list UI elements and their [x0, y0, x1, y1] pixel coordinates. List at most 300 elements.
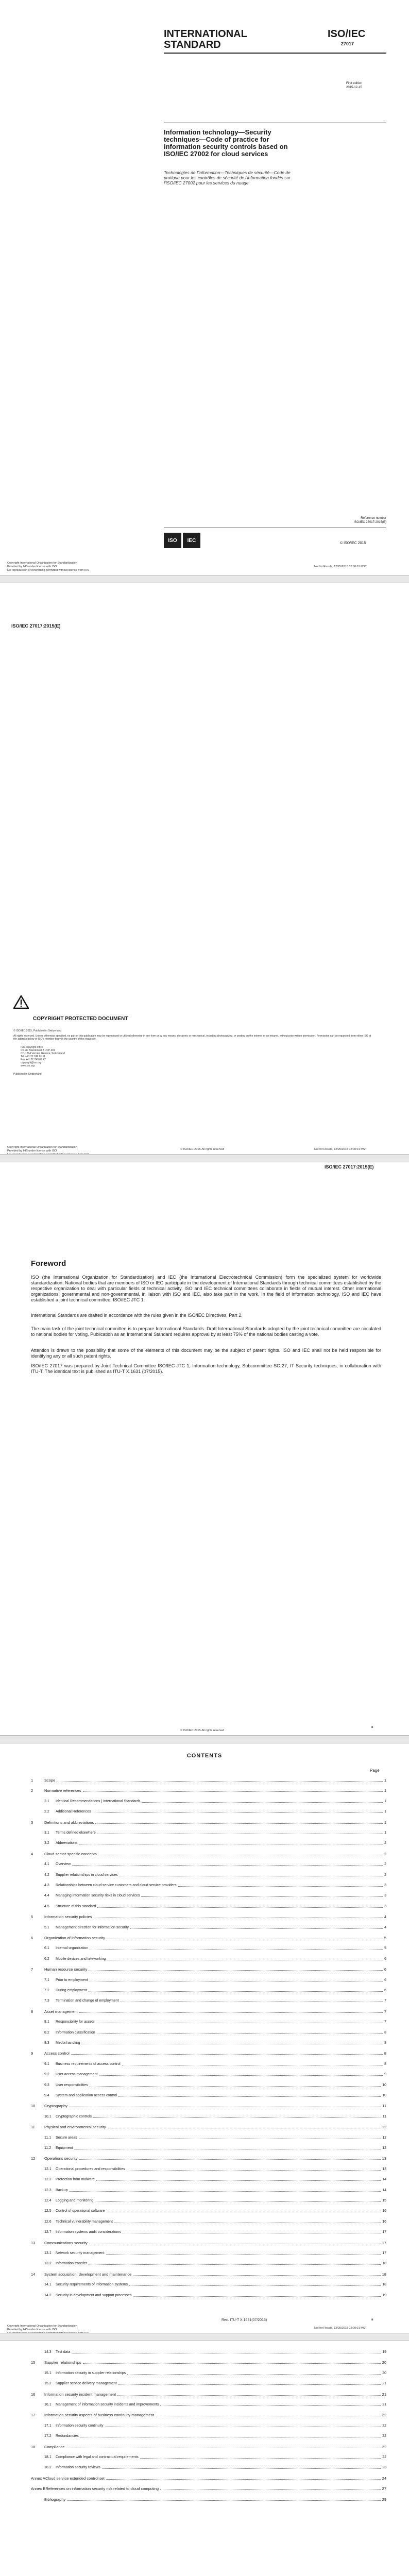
toc-entry-text: Organization of information security	[44, 1936, 105, 1940]
toc-entry-label	[31, 2392, 116, 2397]
toc-entry[interactable]	[31, 1975, 386, 1982]
toc-entry-page: 1	[384, 1778, 386, 1783]
iso-number: 27017	[341, 41, 354, 46]
toc-entry-label	[31, 2261, 87, 2266]
toc-entry-number: 11.1	[44, 2136, 52, 2140]
foreword-paragraph: International Standards are drafted in accordance with the rules given in the ISO/IEC Directives, Part 2.	[31, 1313, 243, 1318]
toc-entry-number: 12.6	[44, 2219, 52, 2224]
toc-entry-label	[31, 2062, 121, 2066]
toc-entry-label	[31, 2114, 92, 2119]
toc-entry-number: 9.3	[44, 2083, 49, 2087]
toc-entry-text: Internal organization	[56, 1946, 89, 1951]
toc-entry-number: 8.1	[44, 2020, 49, 2024]
toc-entry[interactable]	[31, 1902, 386, 1909]
toc-entry-number: 17.2	[44, 2434, 52, 2438]
toc-entry-label	[31, 1852, 97, 1856]
toc-entry[interactable]	[31, 2038, 386, 2045]
foreword-title: Foreword	[31, 1259, 66, 1268]
toc-entry-text: Logging and monitoring	[56, 2199, 94, 2202]
toc-entry[interactable]	[31, 2495, 386, 2502]
toc-entry-page: 7	[384, 1999, 386, 2003]
toc-entry-page: 4	[384, 1925, 386, 1929]
toc-entry-text: Definitions and abbreviations	[44, 1820, 94, 1825]
toc-entry[interactable]	[31, 2070, 386, 2077]
toc-entry-text: Responsibility for assets	[56, 2020, 95, 2024]
toc-entry[interactable]	[31, 2347, 386, 2354]
toc-entry-label	[31, 1978, 88, 1982]
toc-entry-text: Additional References	[56, 1810, 91, 1814]
toc-entry-page: 15	[382, 2199, 386, 2202]
toc-entry-text: Asset management	[44, 2009, 78, 2014]
toc-entry-text: During employment	[56, 1989, 87, 1992]
toc-entry-number: 17	[31, 2413, 36, 2418]
toc-entry[interactable]	[31, 2059, 386, 2066]
cover-footer	[7, 562, 89, 572]
toc-entry-number: 5.1	[44, 1925, 49, 1929]
toc-entry-label	[31, 2230, 121, 2234]
toc-entry-text: Supplier service delivery management	[56, 2382, 117, 2386]
page4-footer-right: Not for Resale, 12/25/2015 02:00:01 MST	[314, 2327, 367, 2330]
page-number: iii	[371, 1726, 373, 1729]
title-fr-line: pratique pour les contrôles de sécurité de l'information fondés sur	[164, 175, 291, 180]
toc-entry-page: 20	[382, 2371, 386, 2375]
toc-entry[interactable]	[31, 2154, 386, 2161]
toc-entry-number: 8.3	[44, 2041, 49, 2045]
toc-entry-label	[31, 2051, 70, 2056]
toc-entry[interactable]	[31, 1923, 386, 1930]
toc-entry-text: Abbreviations	[56, 1841, 78, 1845]
toc-entry-label	[31, 2083, 88, 2088]
toc-leader	[89, 2264, 381, 2265]
toc-entry[interactable]	[31, 2175, 386, 2182]
toc-entry[interactable]	[31, 2421, 386, 2428]
toc-entry-page: 14	[382, 2178, 386, 2182]
toc-entry-number: 1	[31, 1778, 33, 1783]
toc-entry-number: 7.2	[44, 1989, 49, 1992]
foreword-paragraph: The main task of the joint technical committee is to prepare International Standards. Draft International Standards adopted by the joint technical committee are circulated to national bodies for voting. Publication as an International Standard requires approval by at least 75% of the national bodies casting a vote.	[31, 1326, 381, 1337]
toc-leader	[127, 2170, 381, 2171]
toc-entry[interactable]	[31, 2473, 386, 2481]
toc-entry[interactable]	[31, 2452, 386, 2460]
toc-entry-label	[31, 2188, 67, 2193]
toc-entry-label	[31, 1883, 177, 1888]
toc-entry-number: 18.2	[44, 2466, 52, 2470]
toc-entry[interactable]	[31, 2358, 386, 2365]
toc-entry-label	[31, 1998, 119, 2003]
toc-entry-page: 1	[384, 1799, 386, 1803]
toc-entry-number: 2.1	[44, 1799, 49, 1803]
toc-entry[interactable]	[31, 2410, 386, 2417]
toc-leader	[69, 2191, 381, 2192]
toc-entry-label	[31, 2146, 73, 2150]
toc-entry-label	[31, 2072, 97, 2077]
toc-entry-page: 7	[384, 2009, 386, 2014]
toc-entry-page: 12	[382, 2136, 386, 2140]
toc-entry-page: 18	[382, 2283, 386, 2287]
page-header: ISO/IEC 27017:2015(E)	[11, 623, 61, 629]
toc-entry[interactable]	[31, 1838, 386, 1845]
toc-leader	[90, 1949, 383, 1950]
toc-entry[interactable]	[31, 1943, 386, 1951]
page-divider	[0, 575, 409, 583]
toc-entry-text: Management direction for information security	[56, 1925, 129, 1929]
toc-entry-text: Technical vulnerability management	[56, 2219, 113, 2224]
toc-entry-text: Communications security	[44, 2240, 88, 2245]
toc-entry-text: Information classification	[56, 2030, 95, 2035]
toc-entry-label	[31, 2371, 126, 2376]
toc-entry[interactable]	[31, 2227, 386, 2234]
copyright-title: COPYRIGHT PROTECTED DOCUMENT	[33, 1016, 128, 1022]
toc-entry-number: 16.1	[44, 2403, 52, 2406]
toc-entry-number: 15.2	[44, 2382, 52, 2386]
toc-entry[interactable]	[31, 2206, 386, 2213]
title-fr-line: Technologies de l'information—Techniques de sécurité—Code de	[164, 170, 291, 175]
toc-entry-number: 5	[31, 1914, 33, 1920]
foreword-paragraph: ISO (the International Organization for Standardization) and IEC (the International Electrotechnical Commission) form the specialized system for worldwide standardization. National bodies that are members of ISO or IEC participate in the development of International Standards through technical committees established by the respective organization to deal with particular fields of technical activity. ISO and IEC technical committees collaborate in fields of mutual interest. Other international organizations, governmental and non-governmental, in liaison with ISO and IEC, also take part in the work. In the field of information technology, ISO and IEC have established a joint technical committee, ISO/IEC JTC 1.	[31, 1275, 381, 1302]
toc-entry-label	[31, 1841, 77, 1845]
toc-entry[interactable]	[31, 2028, 386, 2035]
toc-entry[interactable]	[31, 2164, 386, 2172]
toc-entry-text: Information security incident management	[44, 2392, 116, 2397]
toc-entry[interactable]	[31, 2091, 386, 2098]
toc-entry[interactable]	[31, 1870, 386, 1877]
toc-entry-page: 13	[382, 2167, 386, 2171]
copyright-address	[21, 1046, 65, 1067]
toc-entry-number: 15.1	[44, 2371, 52, 2375]
toc-leader	[83, 1791, 383, 1792]
toc-entry-number: 11.2	[44, 2146, 52, 2150]
toc-entry-label	[31, 2465, 100, 2470]
toc-entry-number: 7	[31, 1967, 33, 1972]
toc-entry-page: 10	[382, 2094, 386, 2097]
toc-entry[interactable]	[31, 1954, 386, 1961]
toc-entry[interactable]	[31, 1849, 386, 1856]
toc-entry-number: 11	[31, 2125, 35, 2130]
toc-entry-label	[31, 2497, 65, 2502]
address-line: CH-1214 Vernier, Geneva, Switzerland	[21, 1052, 65, 1055]
toc-entry-page: 3	[384, 1904, 386, 1908]
toc-leader	[93, 2117, 381, 2118]
toc-entry[interactable]	[31, 2484, 386, 2491]
toc-leader	[90, 2086, 381, 2087]
toc-entry[interactable]	[31, 1880, 386, 1888]
toc-leader	[67, 2500, 380, 2501]
toc-entry[interactable]	[31, 2269, 386, 2277]
foreword-paragraph: ISO/IEC 27017 was prepared by Joint Technical Committee ISO/IEC JTC 1, Information technology, Subcommittee SC 27, IT Security techniques, in collaboration with ITU-T. The identical text is published as ITU-T X.1631 (07/2015).	[31, 1363, 381, 1374]
toc-entry-number: 6.1	[44, 1946, 49, 1951]
toc-entry[interactable]	[31, 2007, 386, 2014]
toc-entry-label	[31, 1925, 129, 1930]
toc-entry-number: 6.2	[44, 1957, 49, 1961]
toc-leader	[89, 1970, 382, 1971]
toc-entry-page: 8	[384, 2051, 386, 2056]
toc-entry-number: 17.1	[44, 2424, 52, 2428]
title-en-line: ISO/IEC 27002 for cloud services	[164, 150, 268, 158]
toc-entry[interactable]	[31, 2143, 386, 2150]
toc-leader	[96, 2180, 381, 2181]
toc-entry[interactable]	[31, 2101, 386, 2108]
footer-line: Provided by IHS under license with ISO	[7, 565, 57, 568]
toc-entry-text: Cloud service extended control set	[45, 2476, 105, 2481]
toc-entry-page: 3	[384, 1884, 386, 1887]
toc-entry-label	[31, 2381, 117, 2386]
toc-entry[interactable]	[31, 2248, 386, 2256]
toc-entry-label	[31, 2434, 79, 2438]
toc-entry-text: Prior to employment	[56, 1978, 88, 1982]
toc-entry-number: 18	[31, 2444, 36, 2449]
toc-entry-page: 11	[382, 2114, 386, 2119]
toc-entry-text: Information systems audit considerations	[56, 2230, 121, 2234]
toc-entry-page: 22	[382, 2434, 386, 2438]
toc-entry[interactable]	[31, 1775, 386, 1783]
toc-entry-page: 4	[384, 1914, 386, 1920]
toc-leader	[130, 1928, 383, 1929]
published-in: Published in Switzerland	[13, 1073, 42, 1076]
toc-entry-text: User responsibilities	[56, 2083, 88, 2087]
toc-entry[interactable]	[31, 1933, 386, 1940]
toc-entry[interactable]	[31, 1797, 386, 1804]
toc-entry-page: 6	[384, 1967, 386, 1972]
toc-entry-page: 10	[382, 2083, 386, 2087]
toc-entry-page: 27	[382, 2486, 386, 2492]
toc-entry-number: 10	[31, 2104, 36, 2109]
toc-entry-number: 12.7	[44, 2230, 52, 2234]
toc-leader	[79, 2012, 383, 2013]
contents-title: CONTENTS	[186, 1753, 223, 1759]
toc-entry[interactable]	[31, 1828, 386, 1835]
toc-entry-label	[31, 2041, 80, 2045]
toc-entry-number: 13.2	[44, 2262, 52, 2266]
toc-entry-label	[31, 2486, 159, 2491]
toc-entry[interactable]	[31, 1986, 386, 1993]
toc-entry-number: 15	[31, 2360, 36, 2365]
toc-entry-number: 8	[31, 2009, 33, 2014]
edition-date: 2015-12-15	[346, 86, 362, 89]
toc-leader	[129, 2285, 381, 2286]
toc-entry-label	[31, 1809, 91, 1814]
toc-entry-page: 23	[382, 2466, 386, 2470]
toc-entry-text: Human resource security	[44, 1967, 88, 1972]
toc-entry[interactable]	[31, 2238, 386, 2245]
address-line: ISO copyright office	[21, 1046, 43, 1049]
toc-entry-label	[31, 1873, 118, 1877]
toc-entry-text: Information security aspects of business continuity management	[44, 2413, 155, 2418]
footer-line: No reproduction or networking permitted without license from IHS	[7, 569, 89, 572]
toc-entry-number: 3	[31, 1820, 33, 1825]
toc-entry-text: System and application access control	[56, 2094, 117, 2097]
toc-entry-number: 4.4	[44, 1894, 49, 1898]
toc-entry-number: 12.3	[44, 2188, 52, 2192]
toc-entry-text: Business requirements of access control	[56, 2062, 121, 2066]
toc-entry[interactable]	[31, 1964, 386, 1972]
toc-leader	[160, 2405, 381, 2406]
toc-entry-text: Backup	[56, 2188, 68, 2192]
toc-entry-label	[31, 2125, 106, 2129]
toc-entry-number: 9	[31, 2051, 33, 2056]
toc-entry-number: 13.1	[44, 2251, 52, 2255]
toc-entry-page: 20	[382, 2360, 386, 2365]
toc-entry-number: 4.5	[44, 1904, 49, 1908]
toc-entry[interactable]	[31, 1859, 386, 1867]
toc-entry-page: 17	[382, 2230, 386, 2234]
toc-entry-page: 21	[382, 2382, 386, 2386]
toc-entry[interactable]	[31, 2112, 386, 2119]
toc-entry-page: 7	[384, 2020, 386, 2024]
toc-entry-text: System acquisition, development and maintenance	[44, 2272, 132, 2277]
toc-entry-number: 13	[31, 2240, 36, 2245]
toc-entry-number: 9.1	[44, 2062, 49, 2066]
toc-entry-label	[31, 2455, 139, 2460]
toc-entry-label	[31, 1936, 105, 1940]
toc-entry[interactable]	[31, 1786, 386, 1793]
address-line: Fax +41 22 749 09 47	[21, 1058, 46, 1061]
toc-entry[interactable]	[31, 1818, 386, 1825]
toc-entry-text: Test data	[56, 2350, 71, 2354]
toc-entry-text: References on information security risk related to cloud computing	[45, 2486, 159, 2492]
toc-entry[interactable]	[31, 2259, 386, 2266]
toc-entry-text: Identical Recommendations | International Standards	[56, 1799, 141, 1803]
toc-leader	[102, 2468, 381, 2469]
page-number: iii	[371, 2318, 373, 2321]
toc-entry-label	[31, 2104, 67, 2108]
toc-entry-label	[31, 2093, 117, 2098]
toc-entry-page: 8	[384, 2062, 386, 2066]
toc-entry-page: 2	[384, 1862, 386, 1867]
reference-number-block	[309, 516, 386, 524]
toc-entry-text: Operations security	[44, 2156, 78, 2161]
title-french	[164, 170, 380, 185]
toc-leader	[71, 2054, 383, 2055]
toc-entry-label	[31, 2241, 88, 2245]
iec-logo-text: IEC	[187, 537, 196, 544]
toc-entry-number: 6	[31, 1936, 33, 1940]
toc-entry-text: Information security continuity	[56, 2424, 104, 2428]
toc-entry[interactable]	[31, 2280, 386, 2287]
toc-entry[interactable]	[31, 2017, 386, 2024]
toc-entry-text: Operational procedures and responsibilities	[56, 2167, 125, 2171]
copyright-year: © ISO/IEC 2015, Published in Switzerland	[13, 1029, 62, 1032]
toc-entry-number: 4.3	[44, 1884, 49, 1887]
toc-entry[interactable]	[31, 2400, 386, 2407]
toc-leader	[95, 2201, 381, 2202]
toc-entry[interactable]	[31, 2196, 386, 2203]
toc-entry-page: 29	[382, 2497, 386, 2502]
toc-entry-text: Scope	[44, 1778, 56, 1783]
toc-leader	[99, 2075, 383, 2076]
footer-line: Copyright International Organization for Standardization	[7, 562, 77, 565]
toc-entry[interactable]	[31, 2048, 386, 2056]
toc-entry-label	[31, 1957, 106, 1961]
toc-entry-text: Compliance	[44, 2444, 65, 2449]
toc-entry[interactable]	[31, 2185, 386, 2193]
toc-entry[interactable]	[31, 1807, 386, 1814]
toc-entry-text: Overview	[56, 1862, 71, 1867]
iso-logo	[164, 533, 181, 548]
toc-entry-label	[31, 2476, 105, 2481]
toc-entry-number: 9.2	[44, 2073, 49, 2077]
toc-entry-text: Termination and change of employment	[56, 1999, 119, 2003]
footer-line: Provided by IHS under license with ISO	[7, 1149, 57, 1153]
toc-entry[interactable]	[31, 2122, 386, 2129]
toc-entry-text: Supplier relationships in cloud services	[56, 1873, 118, 1877]
toc-entry-number: 7.1	[44, 1978, 49, 1982]
toc-entry-label	[31, 2020, 94, 2024]
toc-entry-number: 14.1	[44, 2283, 52, 2287]
toc-entry-page: 1	[384, 1788, 386, 1793]
toc-entry-label	[31, 2167, 125, 2172]
toc-entry-page: 17	[382, 2240, 386, 2245]
toc-entry[interactable]	[31, 2080, 386, 2088]
toc-entry[interactable]	[31, 2379, 386, 2386]
toc-entry-text: Cryptographic controls	[56, 2114, 92, 2119]
toc-entry-label	[31, 2136, 77, 2140]
toc-leader	[97, 1907, 383, 1908]
warning-triangle-icon	[13, 995, 29, 1009]
toc-entry[interactable]	[31, 2389, 386, 2397]
toc-entry-number: 14.2	[44, 2293, 52, 2297]
toc-entry-label	[31, 1946, 88, 1951]
toc-entry[interactable]	[31, 1912, 386, 1919]
toc-entry-text: Terms defined elsewhere	[56, 1831, 96, 1835]
page4-footer-mid: Rec. ITU-T X.1631(07/2015)	[221, 2318, 267, 2322]
toc-entry-text: Managing information security risks in cloud services	[56, 1894, 140, 1898]
toc-entry-label	[31, 2272, 131, 2277]
toc-entry-page: 21	[382, 2392, 386, 2397]
foreword-paragraph: Attention is drawn to the possibility that some of the elements of this document may be the subject of patent rights. ISO and IEC shall not be held responsible for identifying any or all such patent rights.	[31, 1348, 381, 1359]
toc-entry-label	[31, 2198, 93, 2203]
toc-entry[interactable]	[31, 2368, 386, 2376]
toc-entry-page: 12	[382, 2125, 386, 2130]
toc-leader	[97, 2033, 383, 2034]
toc-entry[interactable]	[31, 2463, 386, 2470]
page2-footer-mid: © ISO/IEC 2015-All rights reserved	[180, 1148, 225, 1151]
toc-entry-text: Relationships between cloud service customers and cloud service providers	[56, 1884, 177, 1887]
address-line: Tel. +41 22 749 01 11	[21, 1055, 45, 1058]
toc-entry[interactable]	[31, 2442, 386, 2449]
footer-line: Copyright International Organization for Standardization	[7, 1146, 77, 1149]
toc-entry-text: Equipment	[56, 2146, 73, 2150]
toc-entry-number: 9.4	[44, 2094, 49, 2097]
toc-leader	[142, 1802, 383, 1803]
footer-line: Provided by IHS under license with ISO	[7, 2328, 57, 2331]
toc-entry-label	[31, 2251, 105, 2256]
toc-leader	[93, 1812, 383, 1813]
toc-entry-text: Bibliography	[44, 2497, 66, 2502]
toc-entry-label	[31, 1967, 87, 1972]
toc-entry[interactable]	[31, 2133, 386, 2140]
toc-entry[interactable]	[31, 2217, 386, 2224]
toc-entry-text: Security requirements of information systems	[56, 2283, 128, 2287]
toc-leader	[118, 2384, 381, 2385]
toc-entry-label	[31, 1904, 96, 1909]
toc-entry-page: 2	[384, 1851, 386, 1856]
toc-entry-page: 6	[384, 1978, 386, 1982]
toc-entry-page: 22	[382, 2413, 386, 2418]
toc-entry-page: 14	[382, 2188, 386, 2192]
toc-entry[interactable]	[31, 1996, 386, 2003]
toc-entry-page: 12	[382, 2146, 386, 2150]
toc-entry[interactable]	[31, 1891, 386, 1898]
toc-entry-label	[31, 2350, 70, 2354]
page-divider	[0, 2333, 409, 2341]
toc-entry-label	[31, 2413, 154, 2417]
footer-line: Copyright International Organization for Standardization	[7, 2325, 77, 2328]
toc-entry[interactable]	[31, 2291, 386, 2298]
toc-entry-label	[31, 1788, 81, 1793]
toc-entry-number: 16	[31, 2392, 36, 2397]
toc-entry[interactable]	[31, 2431, 386, 2438]
copyright-body: All rights reserved. Unless otherwise specified, no part of this publication may be reproduced or utilized otherwise in any form or by any means, electronic or mechanical, including photocopying, or posting on the internet or an intranet, without prior written permission. Permission can be requested from either ISO at the address below or ISO's member body in the country of the requester.	[13, 1035, 371, 1041]
